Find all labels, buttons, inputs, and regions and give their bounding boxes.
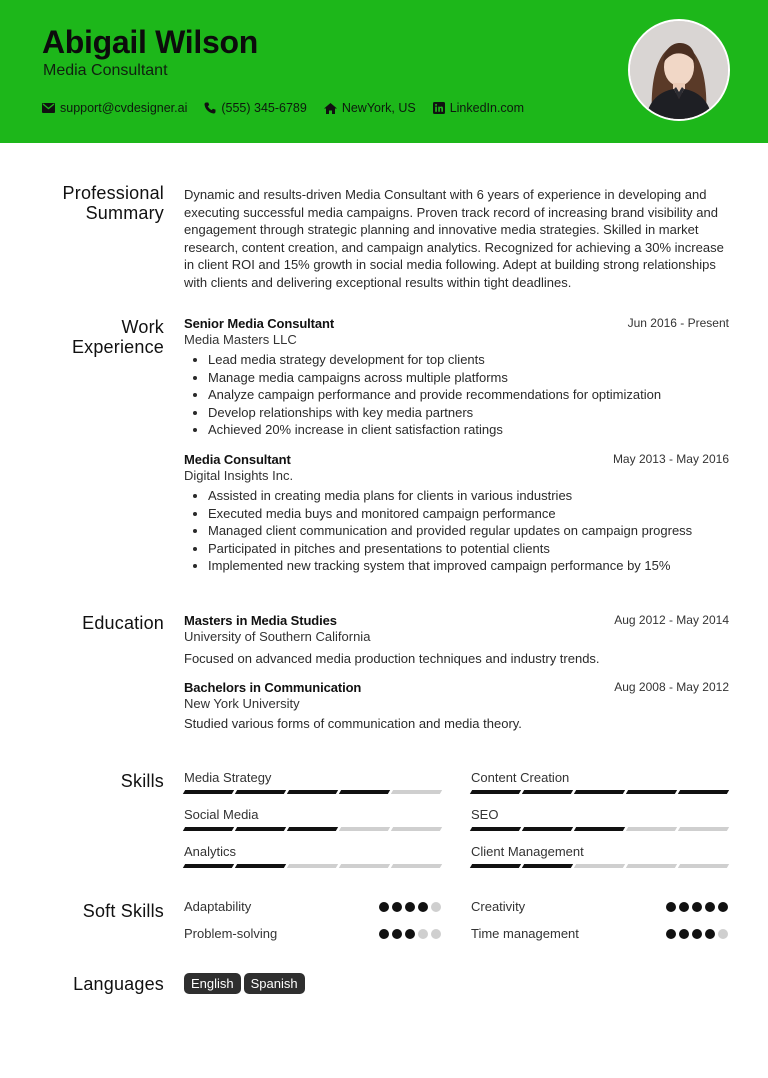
skill-level-segment: [574, 827, 625, 831]
skill-level-segment: [339, 864, 390, 868]
section-title-languages: Languages: [73, 974, 164, 994]
summary-text: Dynamic and results-driven Media Consultant with 6 years of experience in developing and executing successful media campaigns. Proven track record of increasing brand visibility and engagement through strategic planning and innovative media strategies. Skilled in market research, content creation, and campaign analytics. Recognized for achieving a 30% increase in client ROI and 15% growth in social media following. Adept at building strong relationships with clients and delivering exceptional results within tight deadlines.: [184, 187, 724, 290]
skill-level-segment: [183, 790, 234, 794]
skill-level-segment: [522, 864, 573, 868]
soft-skill-name: Adaptability: [184, 899, 252, 914]
contact-email[interactable]: [42, 101, 187, 115]
skill-level-segment: [470, 864, 521, 868]
skill-level-segment: [235, 864, 286, 868]
skill-level-segment: [339, 827, 390, 831]
soft-skill-rating: [666, 902, 728, 912]
job-dates: May 2013 - May 2016: [612, 452, 729, 466]
education-entry: [184, 680, 729, 733]
job-bullet: • Managed client communication and provided regular updates on campaign progress: [208, 522, 729, 540]
job-bullet: • Manage media campaigns across multiple platforms: [208, 369, 729, 387]
rating-dot: [679, 902, 689, 912]
contact-list: [42, 101, 541, 115]
candidate-title: Media Consultant: [43, 62, 168, 79]
skill-level-bar: [184, 790, 441, 794]
language-pill: English: [184, 973, 241, 994]
soft-skill-item: [471, 899, 728, 914]
job-bullet: • Achieved 20% increase in client satisfaction ratings: [208, 421, 729, 439]
skill-level-segment: [339, 790, 390, 794]
job-bullet: • Executed media buys and monitored campaign performance: [208, 505, 729, 523]
skill-level-segment: [678, 864, 729, 868]
education-description: Studied various forms of communication and media theory.: [184, 716, 522, 731]
education-school: University of Southern California: [184, 629, 371, 644]
contact-linkedin-text: LinkedIn.com: [449, 101, 525, 115]
candidate-name: Abigail Wilson: [42, 24, 258, 60]
rating-dot: [692, 902, 702, 912]
skill-level-segment: [626, 864, 677, 868]
contact-location: [324, 101, 416, 115]
skill-name: Analytics: [184, 844, 237, 859]
section-title-education: Education: [82, 613, 164, 633]
header-banner: [0, 0, 768, 143]
skill-level-segment: [470, 790, 521, 794]
section-title-soft-skills: Soft Skills: [82, 901, 164, 921]
skill-level-segment: [522, 827, 573, 831]
job-bullet: • Develop relationships with key media partners: [208, 404, 729, 422]
home-icon: [324, 103, 337, 114]
contact-phone[interactable]: [204, 101, 306, 115]
skill-level-segment: [626, 827, 677, 831]
contact-location-text: NewYork, US: [341, 101, 416, 115]
skill-item: [184, 807, 441, 831]
section-title-skills: Skills: [120, 771, 164, 791]
job-company: Media Masters LLC: [184, 332, 297, 347]
skill-level-segment: [391, 864, 442, 868]
skill-level-segment: [626, 790, 677, 794]
skill-item: [471, 807, 728, 831]
job-bullet: • Assisted in creating media plans for clients in various industries: [208, 487, 729, 505]
skill-item: [471, 844, 728, 868]
education-degree: Masters in Media Studies: [184, 613, 337, 628]
job-bullet: • Implemented new tracking system that improved campaign performance by 15%: [208, 557, 729, 575]
rating-dot: [405, 902, 415, 912]
job-entry: [184, 452, 729, 575]
skill-level-segment: [235, 827, 286, 831]
rating-dot: [431, 902, 441, 912]
profile-photo: [628, 19, 730, 121]
rating-dot: [705, 902, 715, 912]
skill-level-bar: [184, 864, 441, 868]
rating-dot: [666, 929, 676, 939]
rating-dot: [379, 929, 389, 939]
job-bullet: • Lead media strategy development for top clients: [208, 351, 729, 369]
rating-dot: [666, 902, 676, 912]
skill-level-segment: [287, 827, 338, 831]
rating-dot: [379, 902, 389, 912]
rating-dot: [392, 929, 402, 939]
soft-skill-name: Time management: [471, 926, 579, 941]
rating-dot: [392, 902, 402, 912]
rating-dot: [431, 929, 441, 939]
skill-name: Social Media: [184, 807, 259, 822]
section-title-summary: Professional Summary: [62, 183, 164, 223]
skill-level-segment: [287, 790, 338, 794]
skill-level-segment: [391, 790, 442, 794]
section-title-work: Work Experience: [71, 317, 164, 357]
skill-item: [471, 770, 728, 794]
soft-skill-item: [184, 899, 441, 914]
skill-level-segment: [574, 790, 625, 794]
skill-item: [184, 770, 441, 794]
skill-name: Content Creation: [471, 770, 570, 785]
skill-level-segment: [678, 827, 729, 831]
skill-level-segment: [183, 864, 234, 868]
skill-name: Client Management: [471, 844, 584, 859]
soft-skill-rating: [379, 929, 441, 939]
skill-level-bar: [471, 827, 728, 831]
rating-dot: [418, 902, 428, 912]
soft-skill-name: Problem-solving: [184, 926, 278, 941]
soft-skill-item: [471, 926, 728, 941]
skill-level-bar: [471, 864, 728, 868]
envelope-icon: [42, 103, 55, 113]
skill-level-bar: [471, 790, 728, 794]
education-degree: Bachelors in Communication: [184, 680, 362, 695]
soft-skill-item: [184, 926, 441, 941]
job-company: Digital Insights Inc.: [184, 468, 294, 483]
skill-level-segment: [522, 790, 573, 794]
rating-dot: [705, 929, 715, 939]
contact-phone-text: (555) 345-6789: [221, 101, 307, 115]
rating-dot: [718, 929, 728, 939]
skill-level-segment: [183, 827, 234, 831]
skill-item: [184, 844, 441, 868]
skill-level-segment: [287, 864, 338, 868]
soft-skill-rating: [379, 902, 441, 912]
job-dates: Jun 2016 - Present: [627, 316, 729, 330]
job-bullet: • Analyze campaign performance and provide recommendations for optimization: [208, 386, 729, 404]
contact-linkedin[interactable]: [433, 101, 524, 115]
rating-dot: [718, 902, 728, 912]
soft-skill-rating: [666, 929, 728, 939]
education-dates: Aug 2008 - May 2012: [614, 680, 729, 694]
phone-icon: [204, 102, 216, 114]
education-description: Focused on advanced media production techniques and industry trends.: [184, 651, 600, 666]
contact-email-text: support@cvdesigner.ai: [60, 101, 188, 115]
language-pill: Spanish: [244, 973, 305, 994]
skill-level-bar: [184, 827, 441, 831]
skill-level-segment: [470, 827, 521, 831]
education-dates: Aug 2012 - May 2014: [614, 613, 729, 627]
linkedin-icon: [433, 102, 445, 114]
job-entry: [184, 316, 729, 439]
job-bullets: [184, 351, 729, 439]
rating-dot: [679, 929, 689, 939]
skill-level-segment: [391, 827, 442, 831]
skill-name: SEO: [471, 807, 499, 822]
rating-dot: [418, 929, 428, 939]
education-entry: [184, 613, 729, 668]
skill-level-segment: [235, 790, 286, 794]
rating-dot: [405, 929, 415, 939]
job-title: Media Consultant: [184, 452, 291, 467]
rating-dot: [692, 929, 702, 939]
job-bullet: • Participated in pitches and presentations to potential clients: [208, 540, 729, 558]
soft-skill-name: Creativity: [471, 899, 526, 914]
job-title: Senior Media Consultant: [184, 316, 335, 331]
education-school: New York University: [184, 696, 300, 711]
job-bullets: [184, 487, 729, 575]
skill-level-segment: [678, 790, 729, 794]
skill-level-segment: [574, 864, 625, 868]
skill-name: Media Strategy: [184, 770, 272, 785]
language-list: [184, 973, 308, 994]
